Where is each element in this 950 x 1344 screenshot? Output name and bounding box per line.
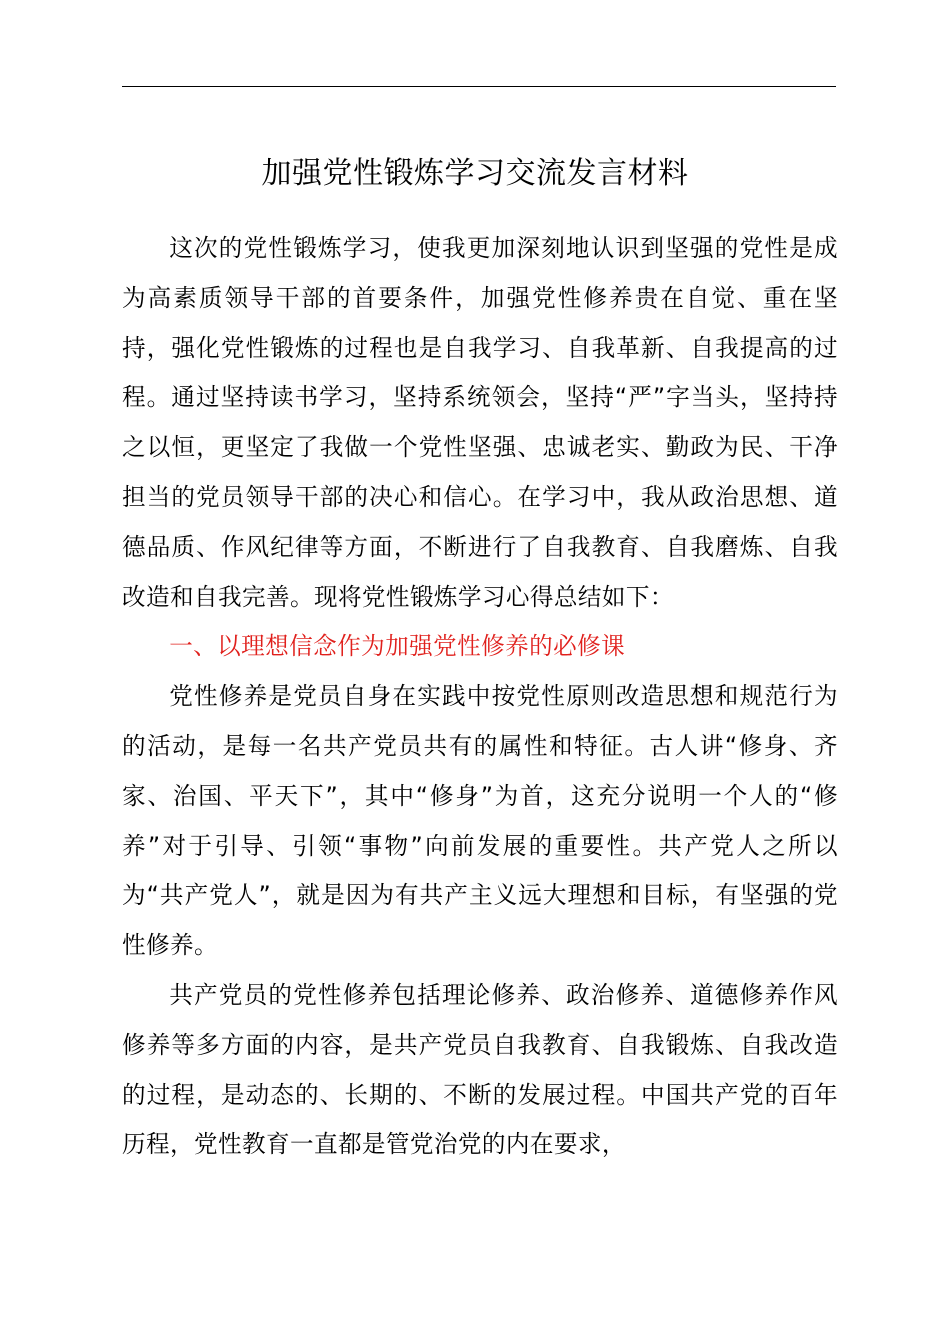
paragraph-intro: 这次的党性锻炼学习，使我更加深刻地认识到坚强的党性是成为高素质领导干部的首要条件，加强党性修养贵在自觉、重在坚持，强化党性锻炼的过程也是自我学习、自我革新、自我提高的过程。通过坚持读书学习，坚持系统领会，坚持“严”字当头，坚持持之以恒，更坚定了我做一个党性坚强、忠诚老实、勤政为民、干净担当的党员领导干部的决心和信心。在学习中，我从政治思想、道德品质、作风纪律等方面，不断进行了自我教育、自我磨炼、自我改造和自我完善。现将党性锻炼学习心得总结如下： bbox=[122, 234, 838, 611]
document-body bbox=[122, 224, 838, 1170]
document-title: 加强党性锻炼学习交流发言材料 bbox=[261, 156, 689, 191]
paragraph-2: 党性修养是党员自身在实践中按党性原则改造思想和规范行为的活动，是每一名共产党员共有的属性和特征。古人讲“修身、齐家、治国、平天下”，其中“修身”为首，这充分说明一个人的“修养”对于引导、引领“事物”向前发展的重要性。共产党人之所以为“共产党人”，就是因为有共产主义远大理想和目标，有坚强的党性修养。 bbox=[122, 682, 838, 960]
section-heading: 一、以理想信念作为加强党性修养的必修课 bbox=[169, 632, 626, 661]
header-rule bbox=[122, 86, 836, 87]
paragraph-3: 共产党员的党性修养包括理论修养、政治修养、道德修养作风修养等多方面的内容，是共产党员自我教育、自我锻炼、自我改造的过程，是动态的、长期的、不断的发展过程。中国共产党的百年历程，党性教育一直都是管党治党的内在要求， bbox=[122, 980, 838, 1159]
